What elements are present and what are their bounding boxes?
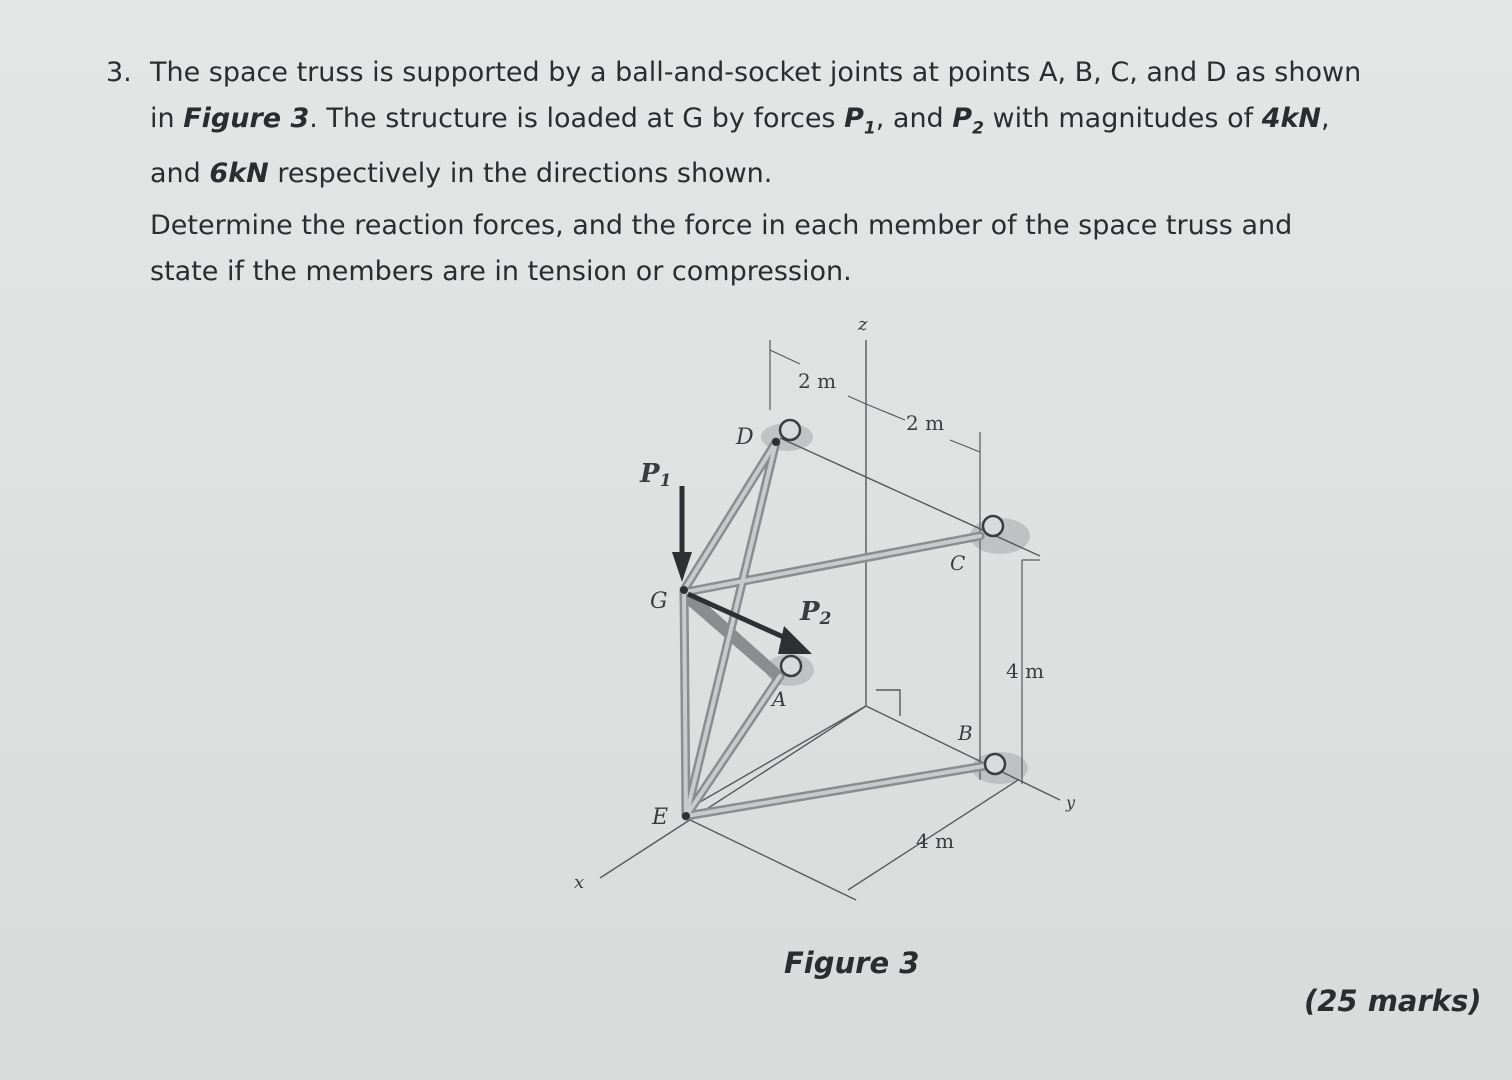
figure-reference: Figure 3	[183, 103, 310, 134]
dimension-lines	[770, 340, 1040, 784]
magnitude-p2: 6kN	[209, 158, 269, 190]
support-c	[983, 516, 1003, 536]
dim-bottom: 4 m	[916, 829, 955, 853]
label-e: E	[652, 805, 669, 830]
dim-top-left: 2 m	[798, 369, 837, 393]
guide-d-c	[780, 438, 1040, 556]
question-line-3: and 6kN respectively in the directions shown.	[150, 158, 773, 190]
question-number: 3.	[106, 57, 132, 88]
truss-members	[684, 442, 984, 816]
figure-caption: Figure 3	[784, 946, 920, 980]
label-x: x	[574, 872, 585, 893]
task-line-2: state if the members are in tension or compression.	[150, 256, 852, 288]
space-truss-diagram	[540, 300, 1080, 920]
label-g: G	[650, 589, 668, 614]
question-line-1: 3. The space truss is supported by a ball-and-socket joints at points A, B, C, and D as shown	[106, 50, 1466, 96]
dim-top-right: 2 m	[906, 411, 945, 435]
question-line-2: in Figure 3. The structure is loaded at G by forces $P_1$, and $P_2$ with magnitudes of 4kN,	[150, 103, 1330, 139]
force-p1-symbol: $P_1$	[844, 103, 876, 139]
question-3	[106, 50, 1466, 295]
label-d: D	[736, 425, 754, 450]
support-d	[780, 420, 800, 440]
label-b: B	[958, 721, 973, 745]
arrow-p2-head	[778, 626, 812, 654]
label-z: z	[858, 314, 868, 335]
space-truss-figure	[540, 300, 1080, 920]
dim-height: 4 m	[1006, 659, 1045, 683]
support-a	[781, 656, 801, 676]
force-p2-symbol: $P_2$	[952, 103, 984, 139]
label-c: C	[950, 551, 966, 575]
figure-labels	[574, 314, 1076, 893]
guide-e-base	[686, 818, 856, 900]
label-y: y	[1066, 793, 1076, 812]
magnitude-p1: 4kN	[1261, 103, 1322, 134]
label-p1: P1	[640, 459, 672, 491]
support-b	[985, 754, 1005, 774]
task-line-1: Determine the reaction forces, and the force in each member of the space truss and	[150, 210, 1293, 242]
label-a: A	[772, 687, 787, 711]
label-p2: P2	[800, 597, 832, 629]
marks-allocation: (25 marks)	[1304, 984, 1482, 1018]
